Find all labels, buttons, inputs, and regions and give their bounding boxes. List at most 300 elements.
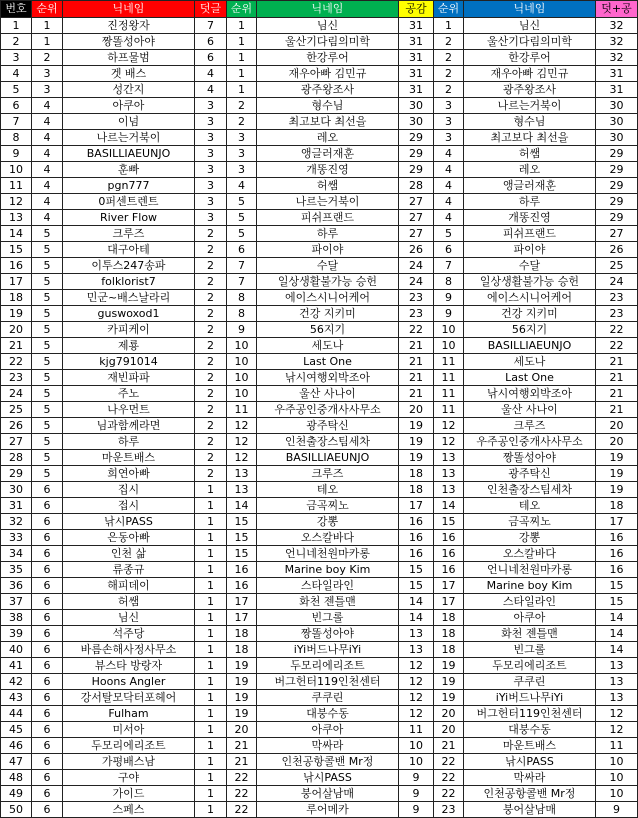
table-row	[1, 306, 638, 322]
like-rank-cell: 16	[227, 562, 257, 578]
comment-count-cell: 1	[195, 706, 227, 722]
total-rank-cell: 10	[434, 338, 464, 354]
like-count-cell: 27	[399, 210, 434, 226]
total-rank-cell: 12	[434, 418, 464, 434]
like-nickname-cell: 세도나	[257, 338, 399, 354]
total-rank-cell: 4	[434, 210, 464, 226]
like-rank-cell: 2	[227, 114, 257, 130]
like-rank-cell: 10	[227, 370, 257, 386]
like-count-cell: 10	[399, 738, 434, 754]
like-count-cell: 31	[399, 34, 434, 50]
header-comment-rank: 순위	[32, 1, 63, 18]
header-comment-count: 덧글	[195, 1, 227, 18]
number-cell: 4	[1, 66, 32, 82]
number-cell: 25	[1, 402, 32, 418]
table-row	[1, 546, 638, 562]
like-rank-cell: 8	[227, 290, 257, 306]
total-nickname-cell: BASILLIAEUNJO	[464, 338, 596, 354]
table-row	[1, 210, 638, 226]
total-nickname-cell: 크루즈	[464, 418, 596, 434]
table-row	[1, 706, 638, 722]
total-nickname-cell: 금곡찌노	[464, 514, 596, 530]
like-count-cell: 10	[399, 754, 434, 770]
comment-rank-cell: 5	[32, 290, 63, 306]
comment-nickname-cell: kjg791014	[63, 354, 195, 370]
number-cell: 19	[1, 306, 32, 322]
comment-rank-cell: 4	[32, 130, 63, 146]
like-rank-cell: 12	[227, 434, 257, 450]
like-nickname-cell: 건강 지키미	[257, 306, 399, 322]
total-nickname-cell: 개똥진영	[464, 210, 596, 226]
total-nickname-cell: 인천공항콜밴 Mr정	[464, 786, 596, 802]
comment-rank-cell: 5	[32, 434, 63, 450]
number-cell: 21	[1, 338, 32, 354]
total-rank-cell: 9	[434, 290, 464, 306]
like-rank-cell: 10	[227, 338, 257, 354]
header-like-count: 공감	[399, 1, 434, 18]
table-row	[1, 82, 638, 98]
total-rank-cell: 4	[434, 162, 464, 178]
comment-count-cell: 2	[195, 418, 227, 434]
total-count-cell: 12	[596, 706, 638, 722]
number-cell: 15	[1, 242, 32, 258]
comment-nickname-cell: folklorist7	[63, 274, 195, 290]
total-rank-cell: 19	[434, 674, 464, 690]
comment-nickname-cell: pgn777	[63, 178, 195, 194]
comment-nickname-cell: 해피데이	[63, 578, 195, 594]
total-nickname-cell: 낚시여행외박조아	[464, 386, 596, 402]
like-nickname-cell: 앵글러재훈	[257, 146, 399, 162]
comment-nickname-cell: 님신	[63, 610, 195, 626]
like-count-cell: 13	[399, 626, 434, 642]
comment-rank-cell: 5	[32, 370, 63, 386]
number-cell: 50	[1, 802, 32, 818]
like-count-cell: 29	[399, 130, 434, 146]
total-rank-cell: 19	[434, 658, 464, 674]
like-nickname-cell: 버그헌터119인천센터	[257, 674, 399, 690]
number-cell: 48	[1, 770, 32, 786]
table-row	[1, 498, 638, 514]
like-nickname-cell: 재우아빠 김민규	[257, 66, 399, 82]
total-count-cell: 12	[596, 722, 638, 738]
comment-nickname-cell: 나르는거북이	[63, 130, 195, 146]
number-cell: 45	[1, 722, 32, 738]
header-number: 번호	[1, 1, 32, 18]
comment-count-cell: 1	[195, 610, 227, 626]
comment-rank-cell: 5	[32, 274, 63, 290]
total-nickname-cell: 짱똘성아야	[464, 450, 596, 466]
total-count-cell: 21	[596, 402, 638, 418]
total-count-cell: 10	[596, 786, 638, 802]
like-nickname-cell: 레오	[257, 130, 399, 146]
number-cell: 29	[1, 466, 32, 482]
total-nickname-cell: 언니네천원마카롱	[464, 562, 596, 578]
total-rank-cell: 4	[434, 194, 464, 210]
total-rank-cell: 8	[434, 274, 464, 290]
comment-nickname-cell: 하프물범	[63, 50, 195, 66]
comment-count-cell: 1	[195, 514, 227, 530]
comment-rank-cell: 6	[32, 786, 63, 802]
total-rank-cell: 13	[434, 482, 464, 498]
total-nickname-cell: 하루	[464, 194, 596, 210]
header-row	[1, 1, 638, 18]
like-rank-cell: 17	[227, 610, 257, 626]
like-rank-cell: 12	[227, 450, 257, 466]
comment-nickname-cell: 카피케이	[63, 322, 195, 338]
comment-count-cell: 3	[195, 98, 227, 114]
comment-nickname-cell: 아쿠아	[63, 98, 195, 114]
like-count-cell: 19	[399, 418, 434, 434]
like-nickname-cell: BASILLIAEUNJO	[257, 450, 399, 466]
total-nickname-cell: 세도나	[464, 354, 596, 370]
number-cell: 26	[1, 418, 32, 434]
total-nickname-cell: 허쌤	[464, 146, 596, 162]
like-count-cell: 16	[399, 514, 434, 530]
number-cell: 1	[1, 18, 32, 34]
total-rank-cell: 12	[434, 434, 464, 450]
like-rank-cell: 2	[227, 98, 257, 114]
like-nickname-cell: 낚시여행외박조아	[257, 370, 399, 386]
total-rank-cell: 22	[434, 770, 464, 786]
total-count-cell: 19	[596, 466, 638, 482]
total-count-cell: 23	[596, 290, 638, 306]
number-cell: 7	[1, 114, 32, 130]
table-row	[1, 802, 638, 818]
like-nickname-cell: 테오	[257, 482, 399, 498]
comment-count-cell: 7	[195, 18, 227, 34]
number-cell: 2	[1, 34, 32, 50]
comment-rank-cell: 5	[32, 226, 63, 242]
comment-rank-cell: 4	[32, 146, 63, 162]
header-total-rank: 순위	[434, 1, 464, 18]
total-rank-cell: 10	[434, 322, 464, 338]
total-count-cell: 17	[596, 514, 638, 530]
like-count-cell: 21	[399, 386, 434, 402]
comment-count-cell: 2	[195, 466, 227, 482]
comment-rank-cell: 6	[32, 546, 63, 562]
table-row	[1, 450, 638, 466]
number-cell: 33	[1, 530, 32, 546]
total-rank-cell: 2	[434, 66, 464, 82]
total-count-cell: 19	[596, 450, 638, 466]
number-cell: 27	[1, 434, 32, 450]
table-row	[1, 690, 638, 706]
like-count-cell: 9	[399, 786, 434, 802]
comment-count-cell: 2	[195, 434, 227, 450]
number-cell: 31	[1, 498, 32, 514]
like-count-cell: 14	[399, 594, 434, 610]
total-count-cell: 32	[596, 18, 638, 34]
comment-count-cell: 2	[195, 258, 227, 274]
comment-nickname-cell: 0퍼센트렌트	[63, 194, 195, 210]
like-rank-cell: 6	[227, 242, 257, 258]
like-count-cell: 21	[399, 354, 434, 370]
like-nickname-cell: 최고보다 최선을	[257, 114, 399, 130]
comment-nickname-cell: 하루	[63, 434, 195, 450]
table-row	[1, 562, 638, 578]
comment-rank-cell: 6	[32, 562, 63, 578]
table-row	[1, 290, 638, 306]
total-count-cell: 10	[596, 770, 638, 786]
like-nickname-cell: 허쌤	[257, 178, 399, 194]
comment-count-cell: 2	[195, 402, 227, 418]
like-rank-cell: 3	[227, 146, 257, 162]
total-nickname-cell: 건강 지키미	[464, 306, 596, 322]
total-rank-cell: 7	[434, 258, 464, 274]
like-rank-cell: 13	[227, 482, 257, 498]
number-cell: 28	[1, 450, 32, 466]
table-row	[1, 466, 638, 482]
comment-rank-cell: 3	[32, 82, 63, 98]
table-row	[1, 434, 638, 450]
comment-rank-cell: 4	[32, 114, 63, 130]
like-count-cell: 11	[399, 722, 434, 738]
like-rank-cell: 4	[227, 178, 257, 194]
comment-count-cell: 1	[195, 562, 227, 578]
total-nickname-cell: 에이스시니어케어	[464, 290, 596, 306]
like-rank-cell: 5	[227, 226, 257, 242]
comment-rank-cell: 5	[32, 306, 63, 322]
total-count-cell: 10	[596, 754, 638, 770]
comment-nickname-cell: 스페스	[63, 802, 195, 818]
comment-nickname-cell: 제룡	[63, 338, 195, 354]
total-count-cell: 29	[596, 146, 638, 162]
like-rank-cell: 15	[227, 530, 257, 546]
comment-count-cell: 1	[195, 802, 227, 818]
total-count-cell: 9	[596, 802, 638, 818]
total-rank-cell: 17	[434, 594, 464, 610]
comment-rank-cell: 5	[32, 466, 63, 482]
like-rank-cell: 1	[227, 82, 257, 98]
like-nickname-cell: 쿠쿠린	[257, 690, 399, 706]
like-count-cell: 9	[399, 770, 434, 786]
table-row	[1, 658, 638, 674]
total-rank-cell: 13	[434, 466, 464, 482]
number-cell: 38	[1, 610, 32, 626]
table-row	[1, 354, 638, 370]
table-row	[1, 386, 638, 402]
table-row	[1, 258, 638, 274]
comment-rank-cell: 4	[32, 194, 63, 210]
comment-rank-cell: 1	[32, 34, 63, 50]
number-cell: 46	[1, 738, 32, 754]
comment-count-cell: 2	[195, 386, 227, 402]
comment-count-cell: 4	[195, 66, 227, 82]
number-cell: 10	[1, 162, 32, 178]
total-rank-cell: 2	[434, 82, 464, 98]
total-rank-cell: 2	[434, 50, 464, 66]
number-cell: 11	[1, 178, 32, 194]
number-cell: 43	[1, 690, 32, 706]
comment-count-cell: 6	[195, 50, 227, 66]
like-rank-cell: 18	[227, 642, 257, 658]
comment-rank-cell: 6	[32, 754, 63, 770]
comment-nickname-cell: 뷰스타 방랑자	[63, 658, 195, 674]
comment-rank-cell: 6	[32, 482, 63, 498]
total-count-cell: 16	[596, 546, 638, 562]
total-rank-cell: 18	[434, 626, 464, 642]
total-count-cell: 30	[596, 130, 638, 146]
like-rank-cell: 5	[227, 210, 257, 226]
like-rank-cell: 8	[227, 306, 257, 322]
comment-nickname-cell: 석주당	[63, 626, 195, 642]
like-count-cell: 16	[399, 530, 434, 546]
like-nickname-cell: iYi버드나무iYi	[257, 642, 399, 658]
like-nickname-cell: 막싸라	[257, 738, 399, 754]
comment-count-cell: 2	[195, 274, 227, 290]
like-rank-cell: 10	[227, 354, 257, 370]
like-nickname-cell: 화천 젠틀맨	[257, 594, 399, 610]
comment-rank-cell: 6	[32, 722, 63, 738]
total-nickname-cell: Last One	[464, 370, 596, 386]
comment-nickname-cell: 재빈파파	[63, 370, 195, 386]
total-count-cell: 14	[596, 626, 638, 642]
number-cell: 34	[1, 546, 32, 562]
like-nickname-cell: 붕어살남매	[257, 786, 399, 802]
table-row	[1, 722, 638, 738]
comment-rank-cell: 6	[32, 642, 63, 658]
comment-nickname-cell: Hoons Angler	[63, 674, 195, 690]
total-count-cell: 20	[596, 434, 638, 450]
like-nickname-cell: 광주탁신	[257, 418, 399, 434]
comment-rank-cell: 2	[32, 50, 63, 66]
comment-nickname-cell: 가이드	[63, 786, 195, 802]
like-nickname-cell: 인천출장스팀세차	[257, 434, 399, 450]
comment-count-cell: 1	[195, 722, 227, 738]
comment-nickname-cell: 은동아빠	[63, 530, 195, 546]
total-nickname-cell: 버그헌터119인천센터	[464, 706, 596, 722]
like-nickname-cell: 우주공인중개사사무소	[257, 402, 399, 418]
total-count-cell: 16	[596, 530, 638, 546]
table-row	[1, 610, 638, 626]
total-rank-cell: 6	[434, 242, 464, 258]
comment-rank-cell: 6	[32, 530, 63, 546]
comment-nickname-cell: guswoxod1	[63, 306, 195, 322]
like-nickname-cell: 울산기다림의미학	[257, 34, 399, 50]
table-row	[1, 194, 638, 210]
comment-nickname-cell: 짱똘성아야	[63, 34, 195, 50]
like-nickname-cell: 인천공항콜밴 Mr정	[257, 754, 399, 770]
like-nickname-cell: 낚시PASS	[257, 770, 399, 786]
like-nickname-cell: 빈그롤	[257, 610, 399, 626]
total-rank-cell: 11	[434, 370, 464, 386]
comment-nickname-cell: River Flow	[63, 210, 195, 226]
comment-rank-cell: 3	[32, 66, 63, 82]
number-cell: 44	[1, 706, 32, 722]
like-nickname-cell: 님신	[257, 18, 399, 34]
total-nickname-cell: iYi버드나무iYi	[464, 690, 596, 706]
like-nickname-cell: 금곡찌노	[257, 498, 399, 514]
like-count-cell: 21	[399, 370, 434, 386]
comment-rank-cell: 4	[32, 98, 63, 114]
like-count-cell: 31	[399, 50, 434, 66]
comment-count-cell: 3	[195, 210, 227, 226]
total-nickname-cell: 울산기다림의미학	[464, 34, 596, 50]
like-rank-cell: 1	[227, 50, 257, 66]
total-count-cell: 30	[596, 98, 638, 114]
like-nickname-cell: 스타일라인	[257, 578, 399, 594]
number-cell: 14	[1, 226, 32, 242]
total-nickname-cell: 한강루어	[464, 50, 596, 66]
like-count-cell: 13	[399, 642, 434, 658]
total-nickname-cell: 형수님	[464, 114, 596, 130]
comment-rank-cell: 6	[32, 578, 63, 594]
table-row	[1, 50, 638, 66]
table-row	[1, 66, 638, 82]
number-cell: 24	[1, 386, 32, 402]
comment-count-cell: 1	[195, 642, 227, 658]
table-row	[1, 274, 638, 290]
comment-count-cell: 2	[195, 450, 227, 466]
total-count-cell: 16	[596, 562, 638, 578]
comment-nickname-cell: 접시	[63, 498, 195, 514]
like-rank-cell: 22	[227, 770, 257, 786]
total-count-cell: 18	[596, 498, 638, 514]
total-nickname-cell: 스타일라인	[464, 594, 596, 610]
comment-count-cell: 4	[195, 82, 227, 98]
total-nickname-cell: 붕어살남매	[464, 802, 596, 818]
table-row	[1, 114, 638, 130]
like-count-cell: 22	[399, 322, 434, 338]
like-nickname-cell: 아쿠아	[257, 722, 399, 738]
number-cell: 6	[1, 98, 32, 114]
like-rank-cell: 19	[227, 658, 257, 674]
like-nickname-cell: 일상생활불가능 승헌	[257, 274, 399, 290]
like-rank-cell: 22	[227, 786, 257, 802]
comment-nickname-cell: 강서탈모닥터포헤어	[63, 690, 195, 706]
like-count-cell: 9	[399, 802, 434, 818]
number-cell: 36	[1, 578, 32, 594]
total-rank-cell: 13	[434, 450, 464, 466]
total-rank-cell: 16	[434, 530, 464, 546]
like-nickname-cell: 하루	[257, 226, 399, 242]
total-rank-cell: 1	[434, 18, 464, 34]
number-cell: 49	[1, 786, 32, 802]
table-body	[1, 18, 638, 818]
comment-rank-cell: 5	[32, 354, 63, 370]
like-count-cell: 18	[399, 482, 434, 498]
like-count-cell: 24	[399, 258, 434, 274]
like-rank-cell: 3	[227, 162, 257, 178]
comment-nickname-cell: 크루즈	[63, 226, 195, 242]
total-count-cell: 11	[596, 738, 638, 754]
total-rank-cell: 14	[434, 498, 464, 514]
comment-count-cell: 3	[195, 178, 227, 194]
total-nickname-cell: 재우아빠 김민규	[464, 66, 596, 82]
comment-count-cell: 2	[195, 306, 227, 322]
comment-count-cell: 2	[195, 226, 227, 242]
total-nickname-cell: 아쿠아	[464, 610, 596, 626]
total-rank-cell: 20	[434, 706, 464, 722]
like-count-cell: 19	[399, 450, 434, 466]
total-count-cell: 21	[596, 386, 638, 402]
like-nickname-cell: Marine boy Kim	[257, 562, 399, 578]
total-count-cell: 13	[596, 674, 638, 690]
table-row	[1, 754, 638, 770]
comment-nickname-cell: 나우먼트	[63, 402, 195, 418]
comment-count-cell: 2	[195, 338, 227, 354]
comment-nickname-cell: 낚시PASS	[63, 514, 195, 530]
like-count-cell: 28	[399, 178, 434, 194]
like-rank-cell: 11	[227, 402, 257, 418]
number-cell: 41	[1, 658, 32, 674]
comment-count-cell: 1	[195, 690, 227, 706]
total-nickname-cell: 화천 젠틀맨	[464, 626, 596, 642]
header-total-nickname: 닉네임	[464, 1, 596, 18]
total-rank-cell: 21	[434, 738, 464, 754]
comment-count-cell: 1	[195, 626, 227, 642]
like-count-cell: 31	[399, 66, 434, 82]
